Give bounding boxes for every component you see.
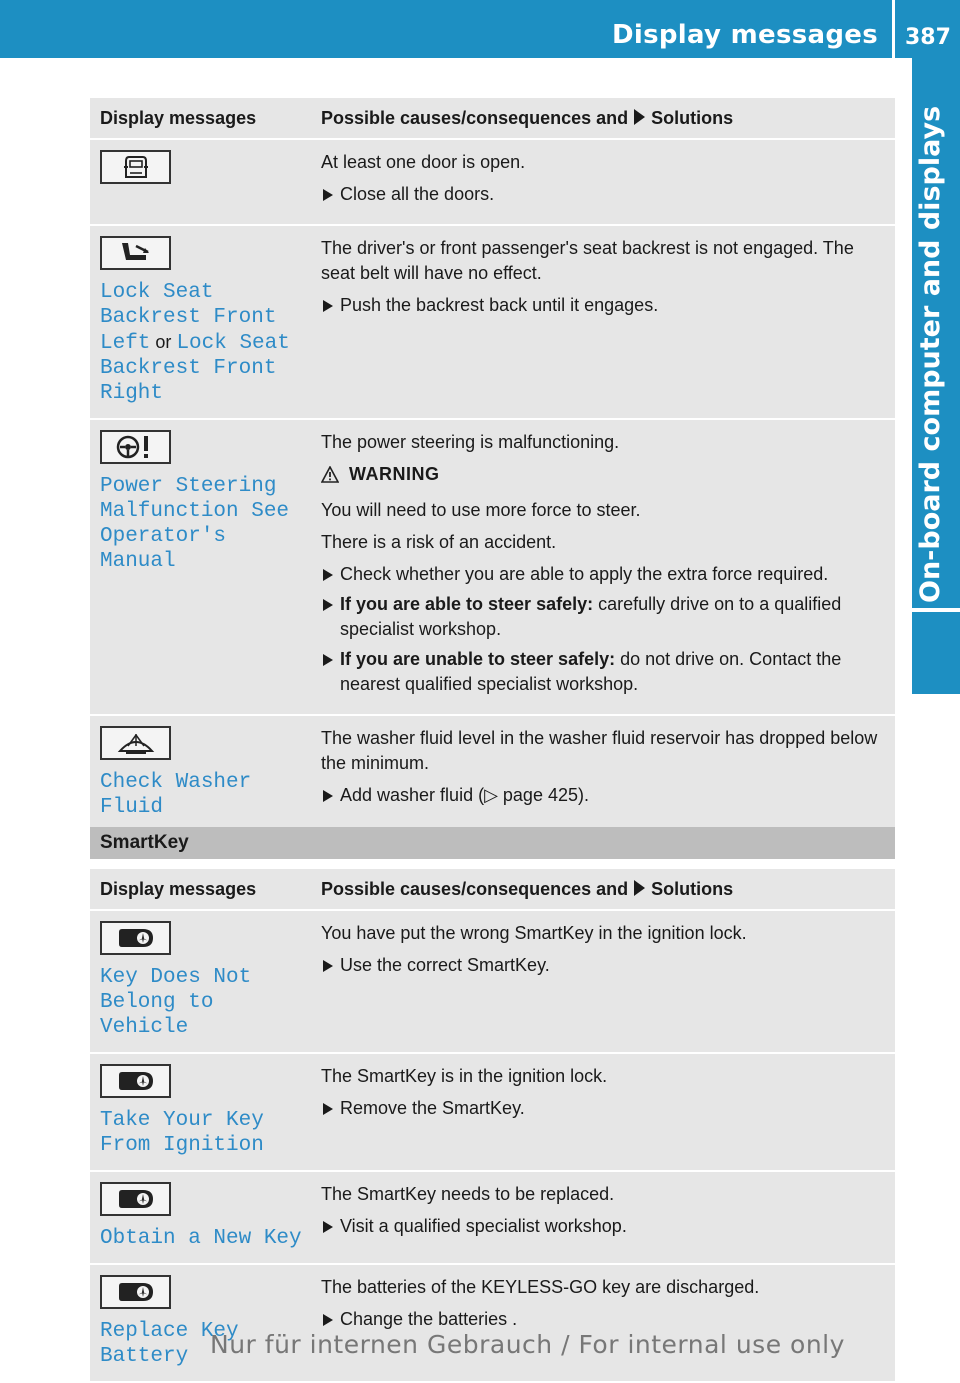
display-message-label: Power Steering Malfunction See Operator's Manual — [100, 475, 290, 573]
column-header-solutions-label: Solutions — [651, 107, 734, 128]
table-row — [90, 910, 895, 1053]
cause-text: You will need to use more force to steer. — [321, 500, 641, 520]
column-header-causes-solutions — [311, 98, 895, 139]
causes-solutions-cell — [311, 1171, 895, 1264]
header-divider — [892, 0, 895, 58]
display-message-label: Lock Seat Backrest Front Right — [100, 332, 290, 405]
cause-text: The SmartKey needs to be replaced. — [321, 1184, 615, 1204]
step-arrow-icon — [323, 599, 333, 611]
table-header-row — [90, 98, 895, 139]
chapter-side-tab — [912, 58, 960, 608]
causes-solutions-cell — [311, 1264, 895, 1382]
section-title-smartkey: SmartKey — [90, 827, 895, 859]
solution-step — [321, 1307, 886, 1332]
warning-label: WARNING — [349, 464, 440, 484]
column-header-solutions-label: Solutions — [651, 878, 734, 899]
cause-text: The driver's or front passenger's seat backrest is not engaged. The seat belt will have no effect. — [321, 238, 854, 283]
solution-step — [321, 783, 886, 808]
step-arrow-icon — [323, 300, 333, 312]
page-header — [0, 0, 960, 58]
conjunction-text: or — [150, 332, 177, 352]
column-header-causes-solutions — [311, 869, 895, 910]
display-message-cell — [90, 1053, 311, 1171]
display-message-text — [100, 280, 302, 406]
smartkey-icon — [100, 1275, 171, 1309]
smartkey-icon — [100, 1182, 171, 1216]
seat-backrest-icon — [100, 236, 171, 270]
solution-step — [321, 562, 886, 587]
power-steering-icon — [100, 430, 171, 464]
display-message-cell — [90, 419, 311, 715]
solution-step — [321, 182, 886, 207]
display-messages-table — [90, 98, 895, 834]
table-row — [90, 225, 895, 419]
step-text: Check whether you are able to apply the extra force required. — [340, 564, 829, 584]
step-text: Push the backrest back until it engages. — [340, 295, 659, 315]
solution-arrow-icon — [634, 880, 645, 896]
display-message-cell — [90, 225, 311, 419]
smartkey-messages-table — [90, 869, 895, 1383]
step-arrow-icon — [323, 1314, 333, 1326]
step-text: Remove the SmartKey. — [340, 1098, 525, 1118]
step-arrow-icon — [323, 654, 333, 666]
table-row — [90, 1053, 895, 1171]
step-text: Visit a qualified specialist workshop. — [340, 1216, 627, 1236]
step-arrow-icon — [323, 1221, 333, 1233]
display-message-label: Lock Seat Backrest Front Left — [100, 281, 277, 355]
display-message-cell — [90, 139, 311, 225]
table-header-row — [90, 869, 895, 910]
step-text: Close all the doors. — [340, 184, 495, 204]
cause-text: You have put the wrong SmartKey in the ignition lock. — [321, 923, 747, 943]
display-message-text — [100, 770, 302, 820]
cause-text: There is a risk of an accident. — [321, 532, 557, 552]
column-header-causes-label: Possible causes/consequences and — [321, 878, 629, 899]
step-arrow-icon — [323, 1103, 333, 1115]
cause-text: The SmartKey is in the ignition lock. — [321, 1066, 608, 1086]
causes-solutions-cell — [311, 910, 895, 1053]
table-row — [90, 139, 895, 225]
display-message-label: Replace Key Battery — [100, 1320, 239, 1368]
display-message-text — [100, 1108, 302, 1158]
step-arrow-icon — [323, 790, 333, 802]
solution-arrow-icon — [634, 109, 645, 125]
display-message-label: Key Does Not Belong to Vehicle — [100, 966, 252, 1039]
watermark-footer: Nur für internen Gebrauch / For internal use only — [210, 1330, 845, 1359]
table-row — [90, 715, 895, 833]
causes-solutions-cell — [311, 1053, 895, 1171]
table-row — [90, 1171, 895, 1264]
solution-step — [321, 592, 886, 642]
solution-step — [321, 1214, 886, 1239]
cause-text: The washer fluid level in the washer fluid reservoir has dropped below the minimum. — [321, 728, 878, 773]
step-text: do not drive on. Contact the nearest qualified specialist workshop. — [340, 649, 842, 694]
chapter-marker-box — [912, 612, 960, 694]
cause-text: The power steering is malfunctioning. — [321, 432, 620, 452]
step-text: carefully drive on to a qualified specialist workshop. — [340, 594, 842, 639]
warning-heading — [321, 462, 886, 490]
causes-solutions-cell — [311, 139, 895, 225]
cause-text: The batteries of the KEYLESS-GO key are discharged. — [321, 1277, 760, 1297]
door-open-icon — [100, 150, 171, 184]
display-message-label: Check Washer Fluid — [100, 771, 252, 819]
step-arrow-icon — [323, 569, 333, 581]
cause-text: At least one door is open. — [321, 152, 526, 172]
solution-step — [321, 647, 886, 697]
causes-solutions-cell — [311, 225, 895, 419]
table-row — [90, 419, 895, 715]
step-condition: If you are unable to steer safely: — [340, 649, 616, 669]
step-condition: If you are able to steer safely: — [340, 594, 594, 614]
display-message-label: Take Your Key From Ignition — [100, 1109, 264, 1157]
display-message-text — [100, 1226, 302, 1251]
warning-triangle-icon — [321, 465, 339, 490]
column-header-display-messages: Display messages — [90, 869, 311, 910]
page-number: 387 — [905, 25, 951, 50]
causes-solutions-cell — [311, 715, 895, 833]
solution-step — [321, 1096, 886, 1121]
display-message-cell — [90, 715, 311, 833]
page-title: Display messages — [612, 20, 878, 50]
column-header-display-messages: Display messages — [90, 98, 311, 139]
solution-step — [321, 953, 886, 978]
display-message-cell — [90, 910, 311, 1053]
washer-fluid-icon — [100, 726, 171, 760]
display-message-cell — [90, 1264, 311, 1382]
column-header-causes-label: Possible causes/consequences and — [321, 107, 629, 128]
solution-step — [321, 293, 886, 318]
chapter-label: On-board computer and displays — [915, 105, 946, 603]
step-arrow-icon — [323, 960, 333, 972]
display-message-label: Obtain a New Key — [100, 1227, 302, 1250]
smartkey-icon — [100, 1064, 171, 1098]
step-text: Use the correct SmartKey. — [340, 955, 550, 975]
table-row — [90, 1264, 895, 1382]
display-message-text — [100, 965, 302, 1040]
causes-solutions-cell — [311, 419, 895, 715]
step-text: Add washer fluid (▷ page 425). — [340, 785, 589, 805]
display-message-cell — [90, 1171, 311, 1264]
display-message-text — [100, 474, 302, 574]
step-text: Change the batteries . — [340, 1309, 518, 1329]
step-arrow-icon — [323, 189, 333, 201]
smartkey-icon — [100, 921, 171, 955]
